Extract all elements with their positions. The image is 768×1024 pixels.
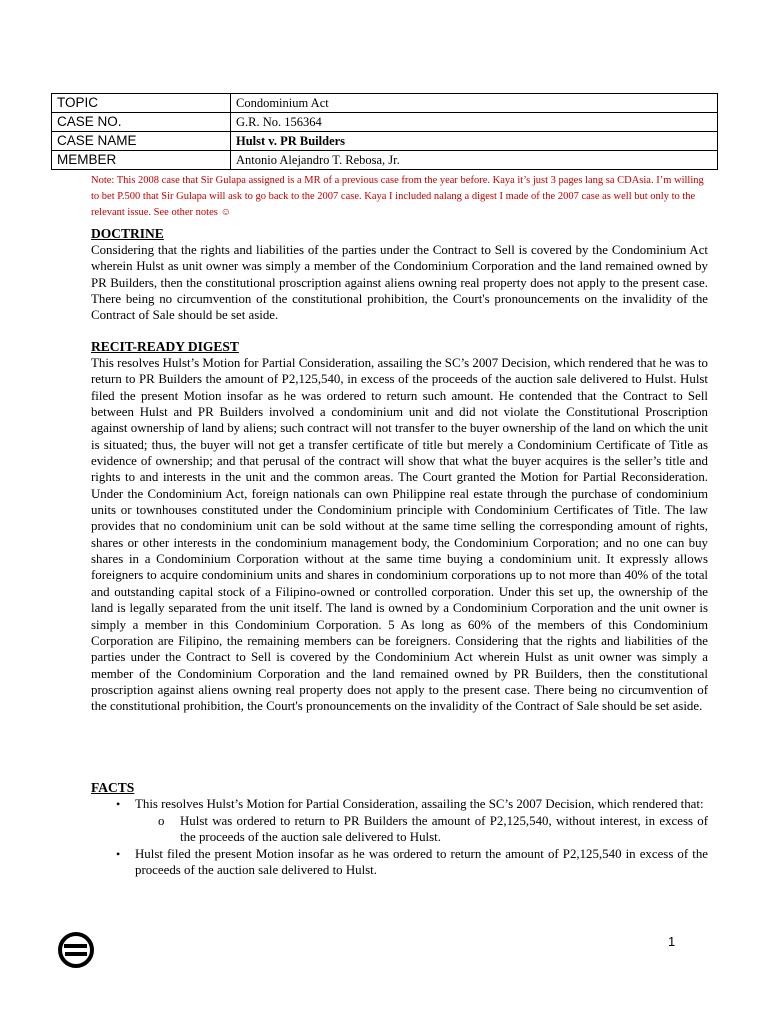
- case-name-label: CASE NAME: [52, 132, 231, 151]
- facts-heading-wrap: [91, 780, 708, 796]
- doctrine-section: [91, 226, 708, 324]
- topic-value: Condominium Act: [231, 94, 718, 113]
- digest-heading: RECIT-READY DIGEST: [91, 339, 239, 354]
- digest-section: [91, 339, 708, 715]
- member-value: Antonio Alejandro T. Rebosa, Jr.: [231, 151, 718, 170]
- bullet-icon: •: [116, 797, 121, 811]
- facts-heading: FACTS: [91, 780, 135, 795]
- doctrine-heading: DOCTRINE: [91, 226, 164, 241]
- case-no-label: CASE NO.: [52, 113, 231, 132]
- member-label: MEMBER: [52, 151, 231, 170]
- table-row: [52, 132, 718, 151]
- case-no-value: G.R. No. 156364: [231, 113, 718, 132]
- red-note: Note: This 2008 case that Sir Gulapa assigned is a MR of a previous case from the year before. Kaya it’s just 3 pages lang sa CDAsia. I’m willing to bet P.500 that Sir Gulapa will ask to go back to the 2007 case. Kaya I included nalang a digest I made of the 2007 case as well but only to the relevant issue. See other notes ☺: [91, 175, 704, 218]
- page-number: 1: [668, 934, 676, 949]
- circle-e-logo-icon: [56, 930, 96, 970]
- fact-text: This resolves Hulst’s Motion for Partial Consideration, assailing the SC’s 2007 Decision, which rendered that:: [135, 797, 704, 811]
- table-row: [52, 151, 718, 170]
- case-name-value: Hulst v. PR Builders: [231, 132, 718, 151]
- facts-list: [91, 796, 708, 879]
- fact-text: Hulst was ordered to return to PR Builders the amount of P2,125,540, without interest, in excess of the proceeds of the auction sale delivered to Hulst.: [180, 813, 708, 844]
- case-info-table: [51, 93, 718, 170]
- bullet-icon: •: [116, 846, 121, 861]
- table-row: [52, 113, 718, 132]
- list-item: [91, 813, 708, 846]
- list-item: [91, 796, 708, 813]
- doctrine-text: Considering that the rights and liabilities of the parties under the Contract to Sell is covered by the Condominium Act wherein Hulst as unit owner was simply a member of the Condominium Corporation and the land remained owned by PR Builders, then the constitutional proscription against aliens owning real property does not apply to the present case. There being no circumvention of the constitutional prohibition, the Court's pronouncements on the invalidity of the Contract of Sale should be set aside.: [91, 243, 708, 323]
- topic-label: TOPIC: [52, 94, 231, 113]
- fact-text: Hulst filed the present Motion insofar as he was ordered to return the amount of P2,125,540 in excess of the proceeds of the auction sale delivered to Hulst.: [135, 846, 708, 877]
- sub-bullet-icon: o: [158, 813, 165, 828]
- table-row: [52, 94, 718, 113]
- list-item: [91, 846, 708, 879]
- digest-text: This resolves Hulst’s Motion for Partial Consideration, assailing the SC’s 2007 Decision, which rendered that he was to return to PR Builders the amount of P2,125,540, in excess of the proceeds of the auction sale delivered to Hulst. Hulst filed the present Motion insofar as he was ordered to return such amount. He contended that the Contract to Sell between Hulst and PR Builders involved a condominium unit and did not violate the Constitutional Proscription against ownership of land by aliens; such contract will not transfer to the buyer ownership of the land on which the unit is situated; thus, the buyer will not get a transfer certificate of title but merely a Condominium Certificate of Title as evidence of ownership; and that perusal of the contract will show that what the buyer acquires is the seller’s title and rights to and interests in the unit and the common areas. The Court granted the Motion for Partial Reconsideration. Under the Condominium Act, foreign nationals can own Philippine real estate through the purchase of condominium units or townhouses constituted under the Condominium principle with Condominium Certificates of Title. The law provides that no condominium unit can be sold without at the same time selling the corresponding amount of rights, shares or other interests in the condominium management body, the Condominium Corporation; and no one can buy shares in a Condominium Corporation without at the same time buying a condominium unit. It expressly allows foreigners to acquire condominium units and shares in condominium corporations up to not more than 40% of the total and outstanding capital stock of a Filipino-owned or controlled corporation. Under this set up, the ownership of the land is legally separated from the unit itself. The land is owned by a Condominium Corporation and the unit owner is simply a member in this Condominium Corporation. 5 As long as 60% of the members of this Condominium Corporation are Filipino, the remaining members can be foreigners. Considering that the rights and liabilities of the parties under the Contract to Sell is covered by the Condominium Act wherein Hulst as unit owner was simply a member of the Condominium Corporation and the land remained owned by PR Builders, then the constitutional proscription against aliens owning real property does not apply to the present case. There being no circumvention of the constitutional prohibition, the Court's pronouncements on the invalidity of the Contract of Sale should be set aside.: [91, 356, 708, 714]
